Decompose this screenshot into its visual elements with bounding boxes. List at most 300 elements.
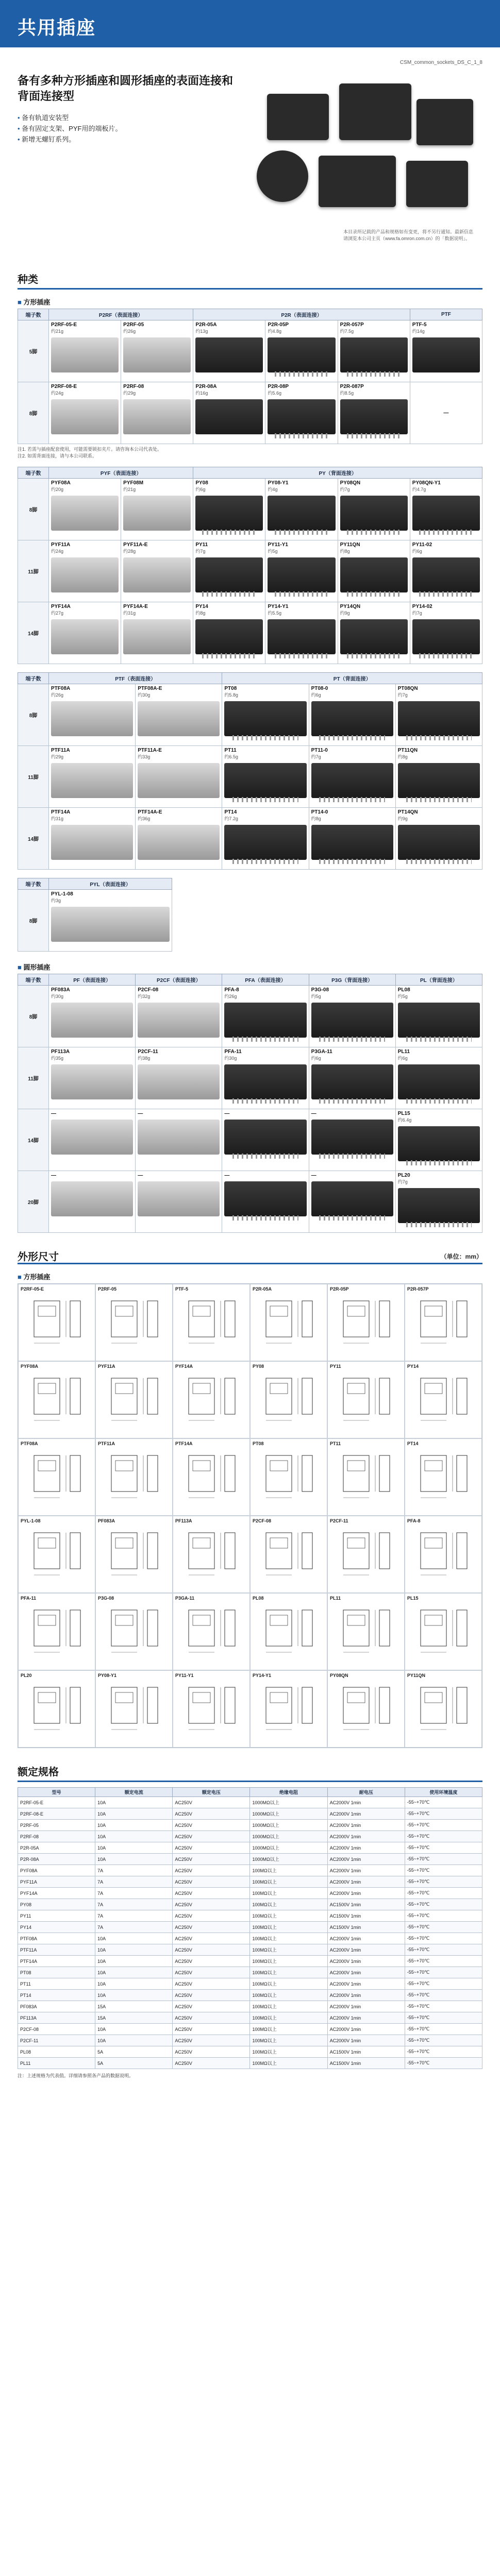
cell-weight: 约26g [123,329,136,334]
table-cell: 10A [95,1990,173,2001]
table-cell [121,540,193,602]
table-cell: AC2000V 1min [327,1797,405,1808]
product-image [224,701,306,736]
section-dimensions-heading: 外形尺寸 [18,1251,59,1263]
cell-weight: 约35g [51,1056,64,1061]
table-cell: AC250V [173,1990,250,2001]
table-cell: 100MΩ以上 [250,1865,327,1876]
drawing-caption: PL20 [21,1673,32,1678]
product-image [51,496,119,531]
dimension-drawing [95,1593,173,1670]
cell-weight: 约28g [123,549,136,554]
table-cell [338,602,410,664]
table-cell [193,382,265,444]
cell-model: PTF14A-E [138,809,162,815]
drawing-figure [101,1605,163,1662]
row-header: 14脚 [18,808,49,870]
table-cell: 100MΩ以上 [250,1899,327,1910]
cell-weight: 约5.5g [268,611,281,616]
drawing-caption: PTF11A [98,1441,115,1446]
drawing-caption: P2RF-05-E [21,1286,44,1292]
dimension-drawing [18,1284,95,1361]
cell-weight: 约33g [138,754,151,759]
table-cell [222,746,309,808]
table-row [18,684,482,746]
drawing-figure [178,1373,240,1430]
cell-model: PT11QN [397,748,418,753]
drawing-caption: P2R-05A [253,1286,272,1292]
table-cell: 100MΩ以上 [250,2058,327,2069]
dimension-drawing-grid [18,1283,482,1748]
product-image [224,1064,306,1099]
table-cell: 100MΩ以上 [250,1910,327,1922]
drawing-figure [101,1682,163,1739]
table-cell: PY11 [18,1910,95,1922]
table-cell: AC250V [173,1808,250,1820]
table-cell: PT14 [18,1990,95,2001]
cell-model: — [138,1111,143,1116]
table-cell: -55~+70℃ [405,1876,482,1888]
product-image [138,701,220,736]
feature-item: • 新增无螺钉系列。 [18,134,243,145]
dimension-drawing [405,1438,482,1516]
cell-model: P2RF-08-E [51,384,77,389]
table-cell: -55~+70℃ [405,2058,482,2069]
spec-footnote: 注：上述规格为代表值。详细请参照各产品的数据说明。 [18,2073,134,2078]
cell-model: PYF08A [51,480,71,486]
column-header: P2R（表面连接） [193,309,410,320]
table-cell [338,382,410,444]
table-cell [395,986,482,1047]
column-header: PT（背面连接） [222,673,482,684]
drawing-caption: PY08-Y1 [98,1673,117,1678]
row-header: 11脚 [18,746,49,808]
drawing-figure [333,1296,395,1352]
table-cell: 100MΩ以上 [250,1876,327,1888]
product-image [138,1064,220,1099]
table-cell: AC2000V 1min [327,1978,405,1990]
drawing-caption: PFA-8 [407,1518,421,1523]
table-cell [395,808,482,870]
intro-section [0,68,500,264]
cell-weight: 约30g [51,994,64,999]
table-cell: AC1500V 1min [327,1922,405,1933]
drawing-caption: PF113A [175,1518,192,1523]
drawing-figure [101,1528,163,1584]
dimension-drawing [250,1670,327,1748]
drawing-caption: PTF-5 [175,1286,189,1292]
drawing-figure [410,1528,472,1584]
table-cell: -55~+70℃ [405,1990,482,2001]
table-cell: 7A [95,1865,173,1876]
dimension-drawing [173,1593,250,1670]
table-cell [49,540,121,602]
drawing-caption: PTF08A [21,1441,38,1446]
cell-weight: 约6g [397,1056,408,1061]
drawing-figure [101,1450,163,1507]
row-header: 8脚 [18,986,49,1047]
column-header: 端子数 [18,467,49,479]
table-cell: -55~+70℃ [405,1933,482,1944]
dimension-drawing [405,1670,482,1748]
dimension-drawing [405,1284,482,1361]
table-cell: 7A [95,1922,173,1933]
cell-weight: 约26g [51,692,64,698]
row-header: 8脚 [18,479,49,540]
table-cell [222,986,309,1047]
product-image [412,557,480,592]
table-cell: 100MΩ以上 [250,1922,327,1933]
table-cell [49,1171,136,1233]
cell-weight: 约29g [51,754,64,759]
dimension-drawing [173,1361,250,1438]
cell-model: PF113A [51,1049,70,1055]
table-row [18,2012,482,2024]
drawing-caption: PL15 [407,1596,419,1601]
table-cell: 10A [95,1842,173,1854]
cell-model: PY11-02 [412,542,432,548]
drawing-figure [101,1373,163,1430]
table-cell: PL11 [18,2058,95,2069]
cell-model: P2CF-08 [138,987,159,993]
table-cell: PT08 [18,1967,95,1978]
dimension-drawing [250,1438,327,1516]
dimension-drawing [95,1284,173,1361]
table-cell [395,684,482,746]
dimension-drawing [327,1516,405,1593]
cell-weight: 约7.5g [340,329,354,334]
cell-model: PYF11A-E [123,542,148,548]
product-image [51,557,119,592]
table-cell: AC1500V 1min [327,2046,405,2058]
table-cell: AC2000V 1min [327,1967,405,1978]
cell-model: P2R-08A [195,384,217,389]
section-divider [18,1781,482,1782]
table-cell: AC1500V 1min [327,1910,405,1922]
table-cell [222,1047,309,1109]
drawing-figure [101,1296,163,1352]
row-header: 8脚 [18,684,49,746]
cell-weight: 约6g [311,692,321,698]
doc-code: CSM_common_sockets_DS_C_1_8 [399,60,482,65]
section-divider [18,288,482,290]
cell-model: PYF14A-E [123,604,148,609]
product-image [138,1181,220,1216]
drawing-figure [24,1450,86,1507]
dimension-drawing [173,1284,250,1361]
table-cell: -55~+70℃ [405,1978,482,1990]
product-image [123,399,191,434]
section-types-heading: 种类 [18,274,38,285]
product-image [340,337,408,372]
table-cell: -55~+70℃ [405,2012,482,2024]
column-header: PYF（表面连接） [49,467,193,479]
section-spec-heading: 额定规格 [18,1767,59,1778]
cell-weight: 约6g [412,549,422,554]
table-cell [49,382,121,444]
table-cell: AC250V [173,1888,250,1899]
cell-weight: 约30g [224,1056,237,1061]
table-cell: AC250V [173,1967,250,1978]
drawing-caption: PL08 [253,1596,264,1601]
cell-model: PT08-0 [311,686,328,691]
table-cell [49,602,121,664]
table-cell [410,320,482,382]
table-cell [309,1109,395,1171]
drawing-figure [256,1296,318,1352]
table-cell [121,382,193,444]
table-cell: 5A [95,2058,173,2069]
table-cell: PTF08A [18,1933,95,1944]
cell-weight: 约6g [195,487,206,492]
drawing-figure [24,1373,86,1430]
table-cell: -55~+70℃ [405,1922,482,1933]
product-image [311,1003,393,1038]
dimension-drawing [250,1593,327,1670]
table-cell: PYF14A [18,1888,95,1899]
product-image [123,557,191,592]
table-cell [222,1109,309,1171]
cell-model: PY14-02 [412,604,432,609]
drawing-caption: P2R-05P [330,1286,349,1292]
drawing-caption: PFA-11 [21,1596,37,1601]
table-cell: AC250V [173,2035,250,2046]
cell-model: P2R-057P [340,322,364,328]
drawing-figure [256,1373,318,1430]
table-cell: AC250V [173,2024,250,2035]
drawing-figure [333,1450,395,1507]
product-image [398,1064,480,1099]
cell-model: PTF14A [51,809,71,815]
column-header: 端子数 [18,878,49,890]
cell-model: PFA-8 [224,987,239,993]
table-cell: AC2000V 1min [327,1944,405,1956]
product-image [340,619,408,654]
table-cell [49,1109,136,1171]
table-cell [309,746,395,808]
cell-weight: 约5.6g [268,391,281,396]
table-cell: P2RF-05-E [18,1797,95,1808]
table-cell: 100MΩ以上 [250,1990,327,2001]
square-socket-table-1 [18,309,482,444]
cell-model: PY11-Y1 [268,542,288,548]
cell-weight: 约6.5g [224,754,238,759]
drawing-caption: PT08 [253,1441,264,1446]
column-header: P3G（背面连接） [309,974,395,986]
product-image [268,496,335,531]
drawing-figure [178,1296,240,1352]
table-cell: AC1500V 1min [327,1899,405,1910]
product-image [268,619,335,654]
cell-model: PT08QN [397,686,418,691]
drawing-figure [256,1605,318,1662]
table-cell [265,540,338,602]
table-cell: 1000MΩ以上 [250,1797,327,1808]
table-cell: 100MΩ以上 [250,1888,327,1899]
cell-model: PT14QN [397,809,418,815]
table-cell: AC250V [173,2012,250,2024]
product-image [340,496,408,531]
drawing-caption: PY11QN [407,1673,426,1678]
product-image [51,1181,133,1216]
dimension-drawing [250,1361,327,1438]
cell-weight: 约24g [51,549,64,554]
table-cell: -55~+70℃ [405,1967,482,1978]
column-header: 使用环境温度 [405,1788,482,1797]
table-row [18,479,482,540]
table-cell [49,1047,136,1109]
column-header: P2RF（表面连接） [49,309,193,320]
feature-list [18,112,243,145]
cell-model: — [51,1111,56,1116]
cell-model: P2R-087P [340,384,364,389]
drawing-caption: PY08QN [330,1673,348,1678]
drawing-figure [24,1528,86,1584]
cell-model: PY14QN [340,604,361,609]
table-cell [309,808,395,870]
page-title: 共用插座 [18,17,96,38]
cell-weight: 约8g [340,549,350,554]
table-cell: 7A [95,1899,173,1910]
drawing-figure [333,1528,395,1584]
cell-weight: 约9g [397,816,408,821]
cell-weight: 约21g [123,487,136,492]
product-image [51,1064,133,1099]
table-cell: AC250V [173,1956,250,1967]
table-cell [49,320,121,382]
table-cell: 1000MΩ以上 [250,1831,327,1842]
table-cell [410,479,482,540]
table-row [18,1876,482,1888]
table-cell: -55~+70℃ [405,2046,482,2058]
table-row [18,320,482,382]
cell-model: PT14 [224,809,237,815]
cell-weight: 约5g [397,994,408,999]
table-cell [395,1109,482,1171]
cell-model: — [311,1111,316,1116]
cell-weight: 约14g [412,329,425,334]
drawing-figure [410,1682,472,1739]
cell-weight: 约4g [268,487,278,492]
table-cell [121,602,193,664]
table-row [18,1944,482,1956]
cell-model: — [443,410,449,416]
table-cell [410,382,482,444]
table-cell: AC1500V 1min [327,2058,405,2069]
cell-model: P2CF-11 [138,1049,158,1055]
cell-weight: 约7g [397,692,408,698]
table-cell [49,746,136,808]
cell-model: P3GA-11 [311,1049,332,1055]
dimension-drawing [250,1284,327,1361]
column-header: 端子数 [18,974,49,986]
drawing-figure [410,1296,472,1352]
cell-model: PTF08A-E [138,686,162,691]
table-cell: 10A [95,1797,173,1808]
cell-model: PF083A [51,987,70,993]
table-cell: 1000MΩ以上 [250,1854,327,1865]
intro-text [18,73,243,264]
product-image [195,337,263,372]
product-image [224,1181,306,1216]
table-row [18,1831,482,1842]
cell-weight: 约6.4g [397,1117,412,1123]
table-cell: 10A [95,1956,173,1967]
table-row [18,1899,482,1910]
drawing-caption: PYF08A [21,1364,39,1369]
table-cell [49,890,172,952]
table-cell [136,1109,222,1171]
table-cell: 1000MΩ以上 [250,1820,327,1831]
table-cell: AC250V [173,1910,250,1922]
table-row [18,1978,482,1990]
feature-item: • 备有固定支架、PYF用的端板片。 [18,123,243,134]
product-image [51,907,170,942]
table-cell: AC2000V 1min [327,1831,405,1842]
drawing-caption: PY08 [253,1364,264,1369]
drawing-figure [24,1605,86,1662]
table-row [18,1820,482,1831]
table-cell: AC2000V 1min [327,2001,405,2012]
table-cell [136,746,222,808]
product-image [51,1003,133,1038]
table-cell: AC2000V 1min [327,1876,405,1888]
cell-model: PYL-1-08 [51,891,73,897]
table-cell [265,479,338,540]
drawing-figure [24,1682,86,1739]
table-row [18,382,482,444]
dimension-drawing [327,1361,405,1438]
table-cell [193,540,265,602]
table-row [18,2058,482,2069]
product-image [268,337,335,372]
table-cell: AC2000V 1min [327,1854,405,1865]
row-header: 11脚 [18,540,49,602]
table-cell [222,1171,309,1233]
cell-weight: 约7g [195,549,206,554]
cell-model: PY08 [195,480,208,486]
cell-model: P2R-08P [268,384,289,389]
table-cell: AC250V [173,1922,250,1933]
drawing-figure [256,1682,318,1739]
table-row [18,746,482,808]
cell-weight: 约26g [224,994,237,999]
drawing-caption: PL11 [330,1596,341,1601]
product-image [398,763,480,798]
table-cell: -55~+70℃ [405,1820,482,1831]
table-cell: AC250V [173,1842,250,1854]
cell-model: — [138,1173,143,1178]
table-cell: 15A [95,2012,173,2024]
table-cell: AC2000V 1min [327,1865,405,1876]
section-divider [18,1263,482,1264]
table-cell: PT11 [18,1978,95,1990]
dimension-drawing [327,1284,405,1361]
drawing-figure [178,1605,240,1662]
drawing-caption: P2R-057P [407,1286,429,1292]
product-image [123,337,191,372]
drawing-caption: PYF14A [175,1364,193,1369]
dimension-drawing [327,1593,405,1670]
row-header: 5脚 [18,320,49,382]
product-image [195,557,263,592]
spec-table [18,1787,482,2069]
cell-model: — [51,1173,56,1178]
square-socket-table-2 [18,467,482,664]
table-cell: AC2000V 1min [327,1933,405,1944]
table-cell [136,1171,222,1233]
cell-model: — [311,1173,316,1178]
